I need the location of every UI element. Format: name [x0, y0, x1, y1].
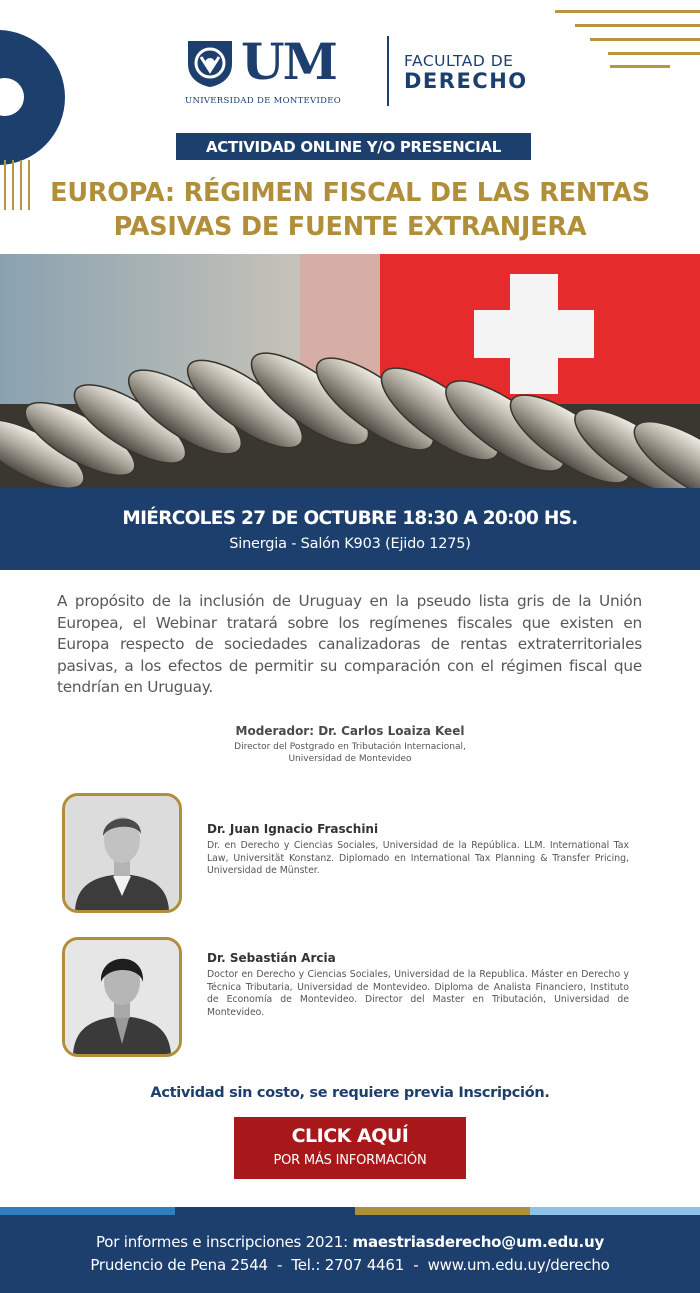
university-abbreviation: UM [241, 32, 336, 91]
event-location: Sinergia - Salón K903 (Ejido 1275) [229, 536, 471, 552]
more-info-button-sublabel: POR MÁS INFORMACIÓN [273, 1153, 427, 1168]
decorative-circle [0, 30, 65, 165]
header-divider [387, 36, 389, 106]
speaker-photo [62, 937, 182, 1057]
registration-note: Actividad sin costo, se requiere previa Inscripción. [150, 1085, 550, 1101]
footer-contact-line [0, 1233, 700, 1251]
moderator-block [150, 724, 550, 765]
footer-color-stripes [0, 1207, 700, 1215]
speaker-bio: Doctor en Derecho y Ciencias Sociales, Universidad de la Republica. Máster en Derecho y Técnica Tributaria, Universidad de Montevideo. Diploma de Analista Financiero, Instituto de Economía de Montevideo. Director del Master en Tributación, Universidad de Montevideo. [207, 969, 629, 1018]
faculty-line-2: DERECHO [404, 69, 528, 93]
speaker-name: Dr. Sebastián Arcia [207, 951, 336, 965]
activity-mode-badge: ACTIVIDAD ONLINE Y/O PRESENCIAL [176, 133, 531, 160]
moderator-name: Moderador: Dr. Carlos Loaiza Keel [235, 724, 465, 738]
university-name: UNIVERSIDAD DE MONTEVIDEO [185, 96, 342, 106]
event-title-line-2: PASIVAS DE FUENTE EXTRANJERA [113, 212, 587, 242]
event-title-line-1: EUROPA: RÉGIMEN FISCAL DE LAS RENTAS [50, 178, 650, 208]
moderator-role [150, 741, 550, 765]
speaker-card [62, 793, 642, 915]
header [185, 32, 545, 108]
footer-email-link[interactable]: maestriasderecho@um.edu.uy [352, 1233, 605, 1251]
more-info-button-label: CLICK AQUÍ [291, 1125, 409, 1147]
footer-address-line: Prudencio de Pena 2544 - Tel.: 2707 4461 - www.um.edu.uy/derecho [90, 1256, 610, 1274]
speaker-card [62, 937, 642, 1059]
hero-image-coins-swiss-flag [0, 254, 700, 488]
more-info-button[interactable] [234, 1117, 466, 1179]
event-description: A propósito de la inclusión de Uruguay en la pseudo lista gris de la Unión Europea, el Webinar tratará sobre los regímenes fiscales que existen en Europa respecto de sociedades canalizadoras de rentas extraterritoriales pasivas, a los efectos de permitir su comparación con el régimen fiscal que tendrían en Uruguay. [57, 592, 642, 696]
moderator-role-line-2: Universidad de Montevideo [288, 754, 412, 764]
footer-contact-prefix: Por informes e inscripciones 2021: [95, 1233, 353, 1251]
speaker-bio: Dr. en Derecho y Ciencias Sociales, Universidad de la República. LLM. International Tax Law, Universität Konstanz. Diplomado en International Tax Planning & Transfer Pricing, Universidad de Münster. [207, 840, 629, 877]
university-shield-icon [185, 38, 235, 88]
speaker-name: Dr. Juan Ignacio Fraschini [207, 822, 379, 836]
event-date-time: MIÉRCOLES 27 DE OCTUBRE 18:30 A 20:00 HS. [122, 508, 578, 529]
footer [0, 1215, 700, 1293]
speaker-photo [62, 793, 182, 913]
faculty-line-1: FACULTAD DE [404, 52, 514, 70]
decorative-horizontal-lines [555, 10, 700, 70]
event-date-band [0, 488, 700, 570]
event-title [0, 176, 700, 244]
moderator-role-line-1: Director del Postgrado en Tributación Internacional, [234, 742, 466, 752]
